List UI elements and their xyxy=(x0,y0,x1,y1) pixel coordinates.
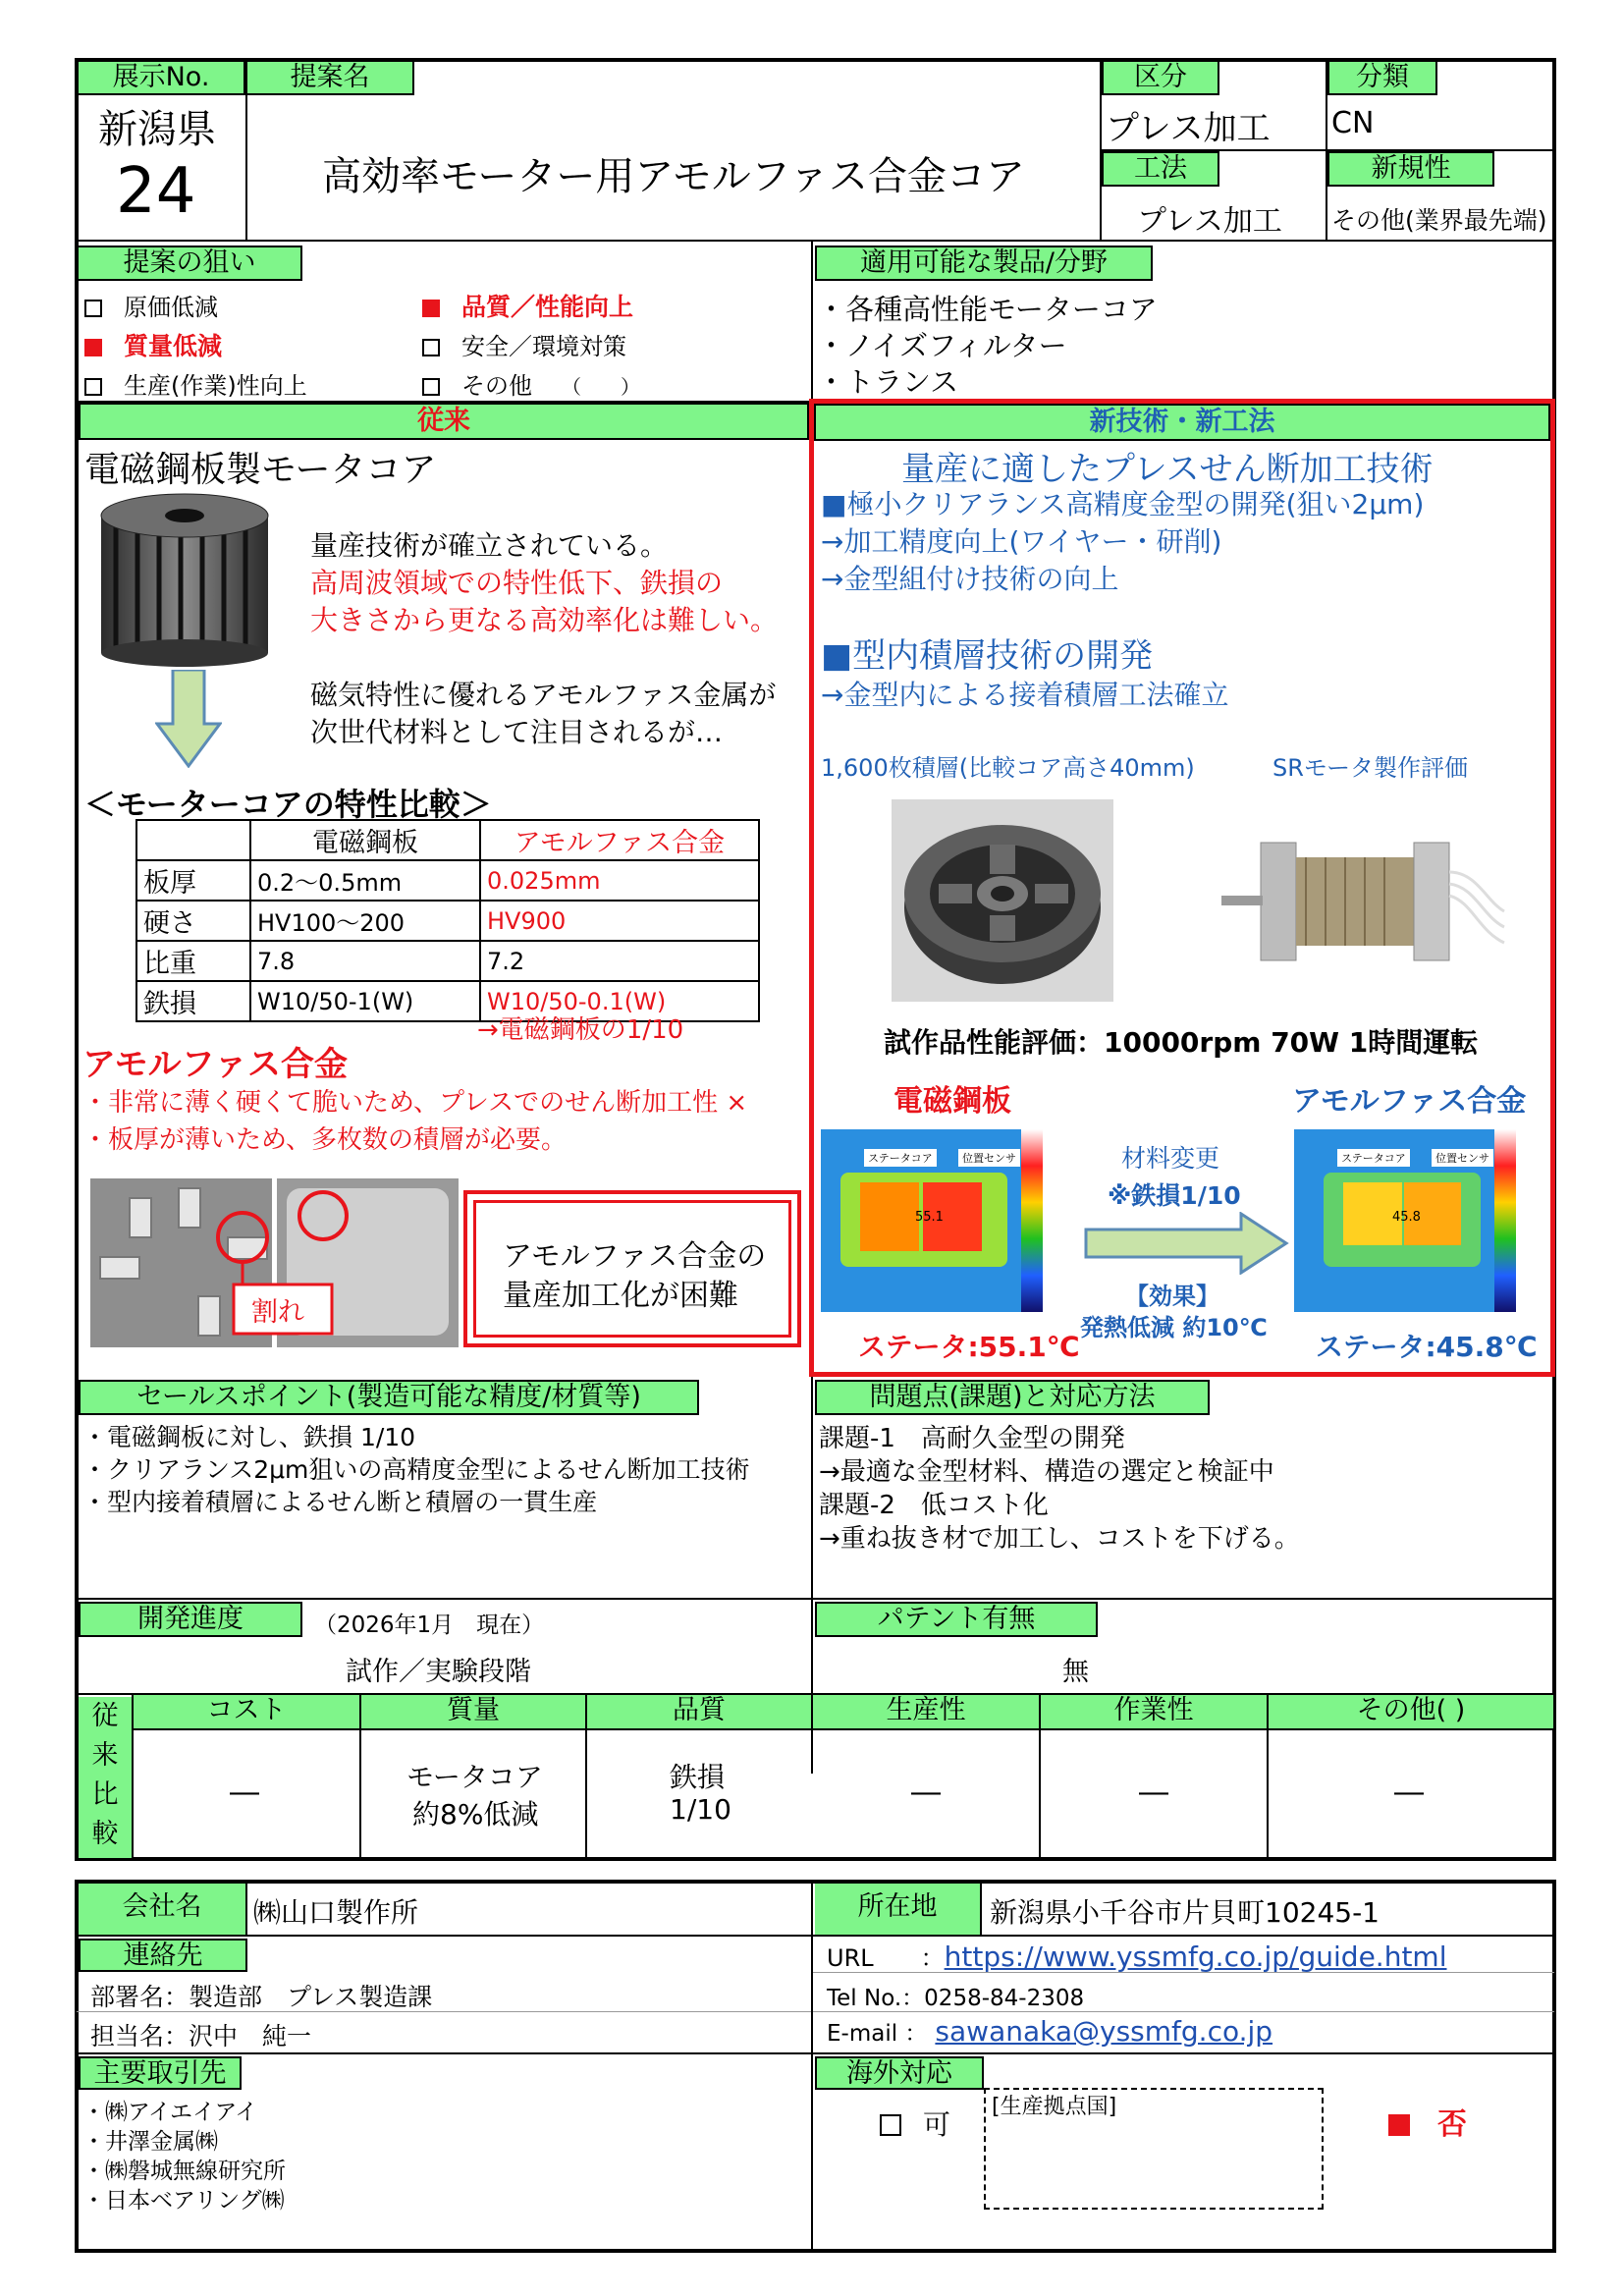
new-tech-line-2: →加工精度向上(ワイヤー・研削) xyxy=(821,525,1222,558)
table-cell: 鉄損 xyxy=(136,981,250,1021)
email-link[interactable]: sawanaka@yssmfg.co.jp xyxy=(935,2015,1273,2048)
new-tech-line-3: →金型組付け技術の向上 xyxy=(821,563,1119,595)
amorphous-heading: アモルファス合金 xyxy=(82,1045,348,1084)
cmp-value-productivity: ― xyxy=(911,1776,941,1810)
client-4: ・日本ベアリング㈱ xyxy=(82,2188,285,2214)
cmp-header-mass: 質量 xyxy=(361,1695,585,1728)
issue-item-1: 課題-1 高耐久金型の開発 xyxy=(819,1424,1125,1453)
table-cell: HV900 xyxy=(480,901,759,941)
novelty-label: 新規性 xyxy=(1327,151,1494,187)
amorphous-point-1: ・非常に薄く硬くて脆いため、プレスでのせん断加工性 × xyxy=(82,1088,748,1118)
conventional-desc-3: 大きさから更なる高効率化は難しい。 xyxy=(310,604,779,636)
person: 担当名：沢中 純一 xyxy=(90,2022,312,2050)
cmp-value-mass-2: 約8%低減 xyxy=(412,1798,539,1831)
sales-item-3: ・型内接着積層によるせん断と積層の一貫生産 xyxy=(82,1488,598,1516)
applicable-item-3: ・トランス xyxy=(817,365,959,399)
table-cell: W10/50-0.1(W) xyxy=(480,981,759,1021)
down-arrow-icon xyxy=(155,670,222,768)
checkbox-mass[interactable] xyxy=(84,339,102,356)
difficulty-line-1: アモルファス合金の xyxy=(503,1239,767,1274)
aim-safety-text: 安全／環境対策 xyxy=(461,333,626,360)
class-label: 分類 xyxy=(1327,60,1437,95)
right-arrow-icon xyxy=(1084,1212,1290,1275)
contact-label: 連絡先 xyxy=(79,1939,247,1972)
aim-productivity-text: 生産(作業)性向上 xyxy=(124,372,307,400)
thermal-temp-left: 55.1 xyxy=(915,1210,944,1225)
applicable-item-2: ・ノイズフィルター xyxy=(817,329,1067,362)
table-cell: 板厚 xyxy=(136,860,250,901)
exhibit-number: 24 xyxy=(116,155,196,228)
side-char: 来 xyxy=(91,1740,119,1771)
applicable-label: 適用可能な製品/分野 xyxy=(815,246,1153,281)
stator-temp-left: ステータ:55.1℃ xyxy=(858,1331,1080,1363)
new-tech-line-1: ■極小クリアランス高精度金型の開発(狙い2μm) xyxy=(821,488,1425,520)
address-label: 所在地 xyxy=(815,1884,980,1935)
difficulty-box xyxy=(463,1190,801,1347)
left-material: 電磁鋼板 xyxy=(893,1084,1011,1119)
new-tech-label: 新技術・新工法 xyxy=(814,404,1550,441)
email-label: E-mail ： xyxy=(827,2021,928,2047)
table-cell: 硬さ xyxy=(136,901,250,941)
issue-item-4: →重ね抜き材で加工し、コストを下げる。 xyxy=(819,1524,1300,1554)
effect-label: 【効果】 xyxy=(1125,1283,1219,1310)
method-value: プレス加工 xyxy=(1137,204,1282,239)
aim-other-paren: （ ） xyxy=(562,375,640,399)
aim-quality-text: 品質／性能向上 xyxy=(461,293,634,321)
sales-label: セールスポイント(製造可能な精度/材質等) xyxy=(79,1380,699,1415)
thermal-tag-left-2: 位置センサ xyxy=(958,1149,1020,1167)
cmp-header-other: その他( ) xyxy=(1269,1695,1553,1728)
production-base-label: [生産拠点国] xyxy=(992,2095,1117,2119)
aim-other xyxy=(422,366,640,401)
compare-title: ＜モーターコアの特性比較＞ xyxy=(84,786,492,823)
stator-temp-right: ステータ:45.8℃ xyxy=(1316,1331,1538,1363)
overseas-label: 海外対応 xyxy=(815,2056,984,2090)
caption-sr-motor: SRモータ製作評価 xyxy=(1272,754,1468,782)
checkbox-possible[interactable] xyxy=(880,2114,901,2136)
possible-text: 可 xyxy=(923,2108,951,2141)
aim-mass-text: 質量低減 xyxy=(124,332,223,360)
aim-mass xyxy=(84,327,222,362)
side-char: 従 xyxy=(91,1701,119,1731)
thermal-temp-right: 45.8 xyxy=(1392,1210,1421,1225)
issue-item-2: →最適な金型材料、構造の選定と検証中 xyxy=(819,1457,1274,1487)
clients-label: 主要取引先 xyxy=(79,2056,242,2090)
email-row xyxy=(827,2015,1272,2048)
method-label: 工法 xyxy=(1102,151,1219,187)
thermal-image-left xyxy=(821,1129,1043,1312)
thermal-tag-right-2: 位置センサ xyxy=(1432,1149,1493,1167)
url-label: URL ： xyxy=(827,1944,945,1972)
proposal-name-label: 提案名 xyxy=(245,60,414,95)
progress-date: （2026年1月 現在） xyxy=(314,1613,545,1638)
aim-quality xyxy=(422,288,633,323)
aim-cost-text: 原価低減 xyxy=(124,294,218,321)
category-label: 区分 xyxy=(1102,60,1219,95)
amorphous-point-2: ・板厚が薄いため、多枚数の積層が必要。 xyxy=(82,1125,567,1155)
material-change: 材料変更 xyxy=(1121,1144,1220,1173)
performance-eval: 試作品性能評価：10000rpm 70W 1時間運転 xyxy=(884,1026,1479,1059)
cmp-value-mass-1: モータコア xyxy=(406,1761,543,1793)
applicable-item-1: ・各種高性能モーターコア xyxy=(817,293,1158,326)
checkbox-not-possible[interactable] xyxy=(1388,2114,1410,2136)
prefecture: 新潟県 xyxy=(98,107,216,152)
cmp-value-other: ― xyxy=(1394,1776,1424,1810)
steel-core-image xyxy=(86,486,283,668)
table-cell: 7.8 xyxy=(250,941,480,981)
new-tech-subtitle: 量産に適したプレスせん断加工技術 xyxy=(901,450,1434,489)
class-value: CN xyxy=(1331,106,1375,140)
conventional-label: 従来 xyxy=(79,403,809,440)
client-2: ・井澤金属㈱ xyxy=(82,2129,218,2155)
amorphous-core-image xyxy=(892,799,1113,1002)
address: 新潟県小千谷市片貝町10245-1 xyxy=(990,1896,1380,1929)
issue-item-3: 課題-2 低コスト化 xyxy=(819,1491,1049,1520)
aim-other-text: その他 xyxy=(461,372,532,400)
crack-label: 割れ xyxy=(251,1297,304,1328)
conventional-desc-2: 高周波領域での特性低下、鉄損の xyxy=(310,567,724,599)
table-header: アモルファス合金 xyxy=(480,820,759,860)
effect-value: 発熱低減 約10℃ xyxy=(1080,1314,1268,1341)
checkbox-productivity[interactable] xyxy=(84,378,102,396)
sr-motor-image xyxy=(1221,813,1506,990)
cmp-header-productivity: 生産性 xyxy=(813,1695,1039,1728)
department: 部署名：製造部 プレス製造課 xyxy=(90,1983,433,2011)
table-cell: 0.025mm xyxy=(480,860,759,901)
iron-loss-note: →電磁鋼板の1/10 xyxy=(477,1015,684,1045)
production-base-box xyxy=(984,2088,1324,2210)
aim-productivity xyxy=(84,366,307,401)
exhibit-no-label: 展示No. xyxy=(77,60,245,95)
checkbox-safety[interactable] xyxy=(422,339,440,356)
proposal-title: 高効率モーター用アモルファス合金コア xyxy=(322,154,1025,199)
table-cell: W10/50-1(W) xyxy=(250,981,480,1021)
checkbox-other[interactable] xyxy=(422,378,440,396)
cmp-value-cost: ― xyxy=(230,1776,259,1810)
cmp-header-workability: 作業性 xyxy=(1041,1695,1267,1728)
new-tech-line-5: →金型内による接着積層工法確立 xyxy=(821,679,1229,711)
table-cell: HV100〜200 xyxy=(250,901,480,941)
overseas-possible xyxy=(880,2104,950,2143)
table-cell: 7.2 xyxy=(480,941,759,981)
compare-table xyxy=(135,819,760,1022)
conventional-desc-1: 量産技術が確立されている。 xyxy=(310,529,669,562)
cmp-value-quality-2: 1/10 xyxy=(670,1793,731,1826)
right-material: アモルファス合金 xyxy=(1292,1084,1527,1119)
url-link[interactable]: https://www.yssmfg.co.jp/guide.html xyxy=(944,1941,1447,1973)
aim-cost xyxy=(84,288,218,322)
side-char: 比 xyxy=(91,1779,119,1810)
url-row xyxy=(827,1939,1446,1973)
progress-label: 開発進度 xyxy=(79,1602,302,1637)
cmp-value-quality-1: 鉄損 xyxy=(670,1761,726,1793)
sales-item-1: ・電磁鋼板に対し、鉄損 1/10 xyxy=(82,1423,416,1451)
table-cell xyxy=(136,820,250,860)
aim-safety xyxy=(422,327,626,361)
comparison-side-label xyxy=(79,1697,132,1858)
table-row xyxy=(136,901,759,941)
patent-label: パテント有無 xyxy=(815,1602,1098,1637)
conventional-heading: 電磁鋼板製モータコア xyxy=(84,450,437,490)
table-cell: 0.2〜0.5mm xyxy=(250,860,480,901)
caption-lamination: 1,600枚積層(比較コア高さ40mm) xyxy=(821,754,1195,782)
issues-label: 問題点(課題)と対応方法 xyxy=(815,1380,1210,1415)
table-cell: 比重 xyxy=(136,941,250,981)
company-name: ㈱山口製作所 xyxy=(253,1896,419,1929)
progress-value: 試作／実験段階 xyxy=(346,1657,531,1687)
conventional-desc-5: 次世代材料として注目されるが… xyxy=(310,716,724,748)
table-row xyxy=(136,941,759,981)
sales-item-2: ・クリアランス2μm狙いの高精度金型によるせん断加工技術 xyxy=(82,1455,750,1484)
patent-value: 無 xyxy=(1062,1657,1089,1687)
table-header: 電磁鋼板 xyxy=(250,820,480,860)
aims-label: 提案の狙い xyxy=(77,246,302,281)
conventional-desc-4: 磁気特性に優れるアモルファス金属が xyxy=(310,679,777,711)
cmp-header-cost: コスト xyxy=(134,1695,359,1728)
material-change-note: ※鉄損1/10 xyxy=(1108,1181,1241,1210)
category-value: プレス加工 xyxy=(1106,109,1271,148)
difficulty-line-2: 量産加工化が困難 xyxy=(503,1279,738,1313)
novelty-value: その他(業界最先端) xyxy=(1331,206,1547,235)
checkbox-cost[interactable] xyxy=(84,300,102,317)
new-tech-line-4: ■型内積層技術の開発 xyxy=(821,636,1154,676)
checkbox-quality[interactable] xyxy=(422,300,440,317)
cmp-value-workability: ― xyxy=(1139,1776,1168,1810)
side-char: 較 xyxy=(91,1819,119,1849)
thermal-tag-left-1: ステータコア xyxy=(864,1149,937,1167)
table-row xyxy=(136,860,759,901)
client-1: ・㈱アイエイアイ xyxy=(82,2100,258,2125)
overseas-not-possible xyxy=(1388,2100,1467,2143)
not-possible-text: 否 xyxy=(1437,2107,1467,2142)
tel: Tel No.：0258-84-2308 xyxy=(827,1986,1085,2011)
company-name-label: 会社名 xyxy=(79,1884,245,1935)
thermal-image-right xyxy=(1294,1129,1516,1312)
table-row xyxy=(136,820,759,860)
cmp-header-quality: 品質 xyxy=(587,1695,811,1728)
client-3: ・㈱磐城無線研究所 xyxy=(82,2159,286,2184)
thermal-tag-right-1: ステータコア xyxy=(1337,1149,1410,1167)
